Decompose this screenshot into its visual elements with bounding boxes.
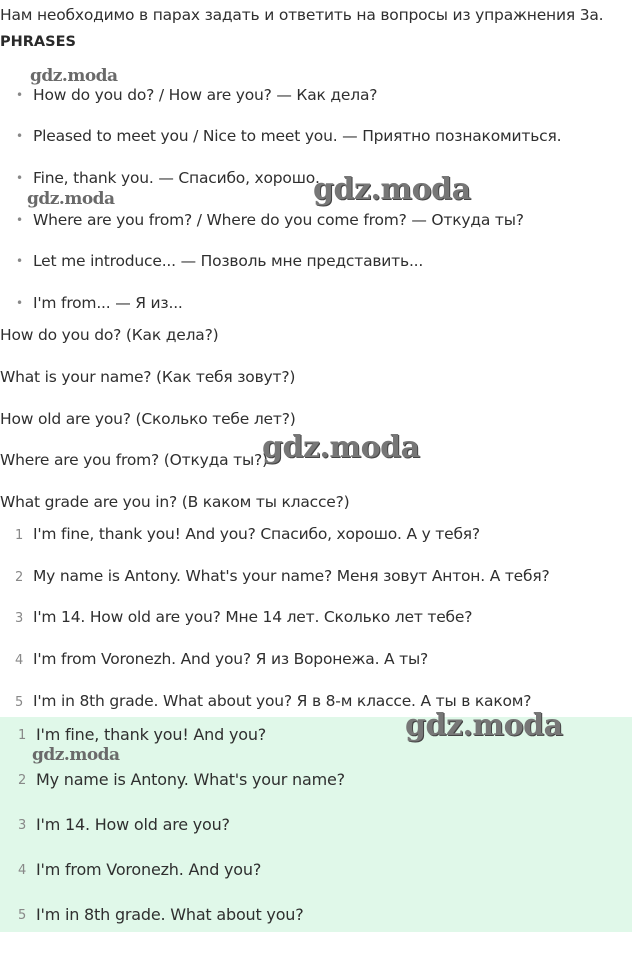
- answer-number: 2: [15, 570, 24, 585]
- watermark-logo: gdz.moda: [27, 189, 115, 209]
- watermark-logo: gdz.moda: [30, 66, 118, 86]
- green-answer-number: 2: [18, 773, 27, 788]
- green-answer-text: I'm 14. How old are you?: [36, 815, 230, 834]
- answer-number: 4: [15, 653, 24, 668]
- green-answer-text: My name is Antony. What's your name?: [36, 770, 345, 789]
- intro-text: Нам необходимо в парах задать и ответить на вопросы из упражнения 3a.: [0, 6, 604, 24]
- question-line: What grade are you in? (В каком ты классе?): [0, 493, 350, 511]
- phrases-heading: PHRASES: [0, 34, 76, 50]
- watermark-logo: gdz.moda: [405, 708, 563, 743]
- watermark-logo: gdz.moda: [32, 745, 120, 765]
- watermark-logo: gdz.moda: [313, 172, 471, 207]
- answer-text: I'm from Voronezh. And you? Я из Воронежа. А ты?: [33, 650, 429, 668]
- answer-number: 3: [15, 611, 24, 626]
- answer-text: I'm in 8th grade. What about you? Я в 8-м классе. А ты в каком?: [33, 692, 532, 710]
- phrase-item: • Let me introduce... — Позволь мне представить...: [33, 252, 423, 270]
- answer-text: I'm fine, thank you! And you? Спасибо, хорошо. А у тебя?: [33, 525, 480, 543]
- question-line: How do you do? (Как дела?): [0, 326, 219, 344]
- green-answer-text: I'm in 8th grade. What about you?: [36, 905, 304, 924]
- watermark-logo: gdz.moda: [262, 430, 420, 465]
- question-line: How old are you? (Сколько тебе лет?): [0, 410, 296, 428]
- green-answer-text: I'm fine, thank you! And you?: [36, 725, 267, 744]
- phrase-item: • How do you do? / How are you? — Как дела?: [33, 86, 377, 104]
- green-answer-number: 3: [18, 818, 27, 833]
- question-line: Where are you from? (Откуда ты?): [0, 451, 268, 469]
- question-line: What is your name? (Как тебя зовут?): [0, 368, 296, 386]
- answer-text: I'm 14. How old are you? Мне 14 лет. Сколько лет тебе?: [33, 608, 473, 626]
- green-answer-number: 1: [18, 728, 27, 743]
- phrase-item: • Where are you from? / Where do you come from? — Откуда ты?: [33, 211, 524, 229]
- phrase-item: • I'm from... — Я из...: [33, 294, 183, 312]
- answer-text: My name is Antony. What's your name? Меня зовут Антон. А тебя?: [33, 567, 550, 585]
- answer-number: 5: [15, 695, 24, 710]
- phrase-item: • Pleased to meet you / Nice to meet you. — Приятно познакомиться.: [33, 127, 561, 145]
- phrase-item: • Fine, thank you. — Спасибо, хорошо.: [33, 169, 320, 187]
- green-answer-number: 4: [18, 863, 27, 878]
- green-answer-text: I'm from Voronezh. And you?: [36, 860, 262, 879]
- answer-number: 1: [15, 528, 24, 543]
- green-answer-number: 5: [18, 908, 27, 923]
